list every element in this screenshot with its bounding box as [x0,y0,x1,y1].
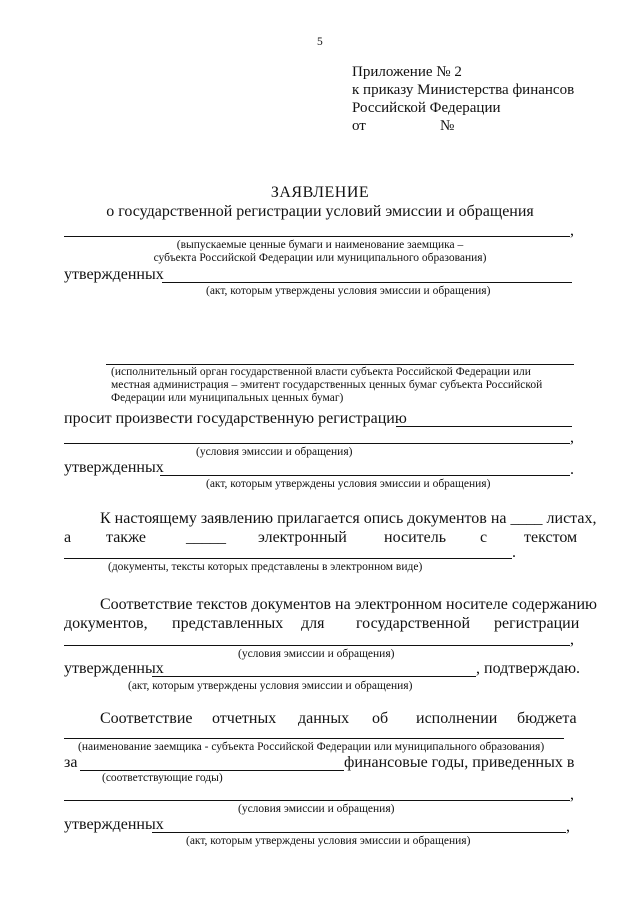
budget-word: данных [298,710,350,727]
appendix-number-label: № [440,118,455,134]
attachment-word: также [106,529,147,546]
comma: , [566,818,570,835]
budget-word: Соответствие [100,710,193,727]
appendix-line-1: Приложение № 2 [352,64,462,80]
issuer-blank-line [106,364,574,365]
securities-caption-line-2: субъекта Российской Федерации или муниципального образования) [153,252,487,264]
conformity-word: регистрации [494,615,580,632]
conditions-caption: (условия эмиссии и обращения) [196,446,353,458]
approved-label: утвержденных [64,816,164,833]
appendix-from-label: от [352,118,366,134]
approval-act-blank-line [162,282,572,283]
conditions-caption: (условия эмиссии и обращения) [238,803,395,815]
conformity-text-line-1: Соответствие текстов документов на электронном носителе содержанию [100,596,597,613]
conformity-word: для [301,615,325,632]
attachment-word: _____ [186,529,226,546]
approval-act-caption: (акт, которым утверждены условия эмиссии и обращения) [206,478,491,490]
budget-word: об [372,710,389,727]
conditions-caption: (условия эмиссии и обращения) [238,648,395,660]
years-caption: (соответствующие годы) [102,772,223,784]
approved-label: утвержденных [64,266,164,283]
attachment-text-line-1: К настоящему заявлению прилагается опись документов на ____ листах, [100,510,597,527]
approval-act-blank-line [152,832,566,833]
securities-caption-line-1: (выпускаемые ценные бумаги и наименование заемщика – [176,239,464,251]
documents-blank-line [64,558,512,559]
appendix-line-3: Российской Федерации [352,100,501,116]
period: . [570,461,574,478]
comma: , [570,222,574,239]
approved-label: утвержденных [64,459,164,476]
approval-act-caption: (акт, которым утверждены условия эмиссии и обращения) [206,285,491,297]
for-label: за [64,754,78,771]
conformity-word: государственной [356,615,471,632]
attachment-word: носитель [384,529,446,546]
financial-years-text: финансовые годы, приведенных в [344,754,575,771]
approved-label: утвержденных [64,660,164,677]
issuer-caption-line-3: Федерации или муниципальных ценных бумаг) [111,392,344,404]
budget-word: бюджета [517,710,577,727]
page-number: 5 [317,36,323,48]
registration-blank-line [396,426,572,427]
attachment-word: текстом [524,529,578,546]
conformity-word: документов, [64,615,148,632]
registration-request-text: просит произвести государственную регистрацию [64,410,407,427]
comma: , [570,429,574,446]
attachment-word: электронный [258,529,347,546]
borrower-caption: (наименование заемщика - субъекта Российской Федерации или муниципального образования) [78,741,545,753]
document-subtitle: о государственной регистрации условий эмиссии и обращения [106,203,534,220]
budget-word: исполнении [416,710,498,727]
appendix-line-2: к приказу Министерства финансов [352,82,575,98]
conditions-blank-line [64,800,570,801]
conditions-blank-line [64,443,570,444]
budget-word: отчетных [212,710,277,727]
approval-act-caption: (акт, которым утверждены условия эмиссии и обращения) [186,835,471,847]
period: . [512,544,516,561]
comma: , [570,631,574,648]
approval-act-blank-line [160,475,570,476]
approval-act-caption: (акт, которым утверждены условия эмиссии и обращения) [128,680,413,692]
document-title: ЗАЯВЛЕНИЕ [270,184,370,201]
securities-blank-line [64,236,570,237]
years-blank-line [80,770,344,771]
documents-caption: (документы, тексты которых представлены в электронном виде) [108,561,423,573]
approval-act-blank-line [152,676,476,677]
conditions-blank-line [64,645,570,646]
conformity-word: представленных [172,615,284,632]
issuer-caption-line-2: местная администрация – эмитент государственных ценных бумаг субъекта Российской [111,379,543,391]
borrower-blank-line [64,738,564,739]
attachment-word: с [480,529,488,546]
comma: , [570,786,574,803]
attachment-word: а [64,529,72,546]
confirm-text: , подтверждаю. [476,660,581,677]
issuer-caption-line-1: (исполнительный орган государственной власти субъекта Российской Федерации или [111,366,531,378]
